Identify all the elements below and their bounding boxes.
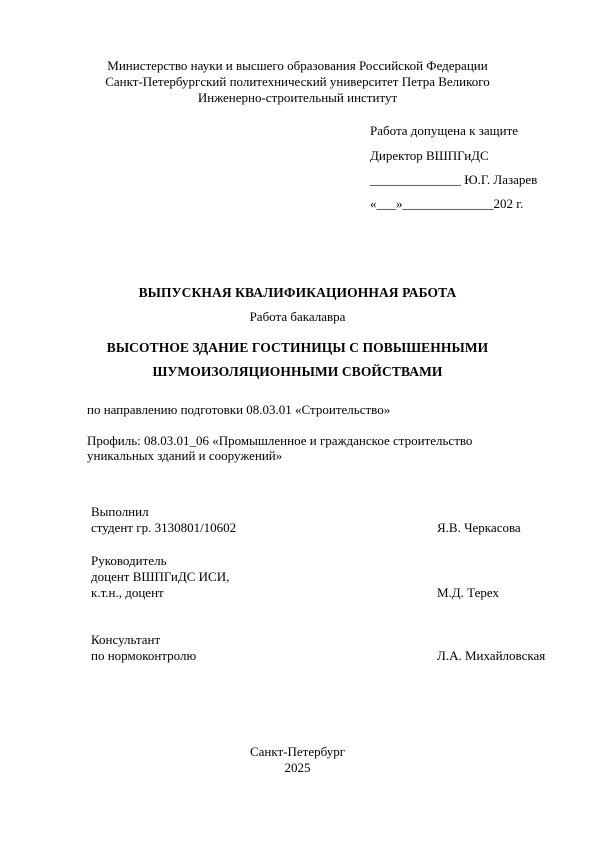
supervisor-label-1: Руководитель <box>91 553 167 568</box>
work-subtype: Работа бакалавра <box>249 309 346 324</box>
consultant-name: Л.А. Михайловская <box>437 648 546 663</box>
approval-date-line: «___»______________202 г. <box>370 196 524 211</box>
footer-city: Санкт-Петербург <box>249 744 346 759</box>
supervisor-label-3: к.т.н., доцент <box>91 585 164 600</box>
approval-signature-line: ______________ Ю.Г. Лазарев <box>370 172 538 187</box>
supervisor-label-2: доцент ВШПГиДС ИСИ, <box>91 569 230 584</box>
profile-line-1: Профиль: 08.03.01_06 «Промышленное и гражданское строительство <box>87 433 473 448</box>
approval-admitted: Работа допущена к защите <box>370 123 519 138</box>
topic-line-2: ШУМОИЗОЛЯЦИОННЫМИ СВОЙСТВАМИ <box>152 364 443 379</box>
author-label-2: студент гр. 3130801/10602 <box>91 520 237 535</box>
profile-line-2: уникальных зданий и сооружений» <box>87 448 283 463</box>
university-line: Санкт-Петербургский политехнический университет Петра Великого <box>105 74 490 89</box>
author-name: Я.В. Черкасова <box>437 520 521 535</box>
topic-line-1: ВЫСОТНОЕ ЗДАНИЕ ГОСТИНИЦЫ С ПОВЫШЕННЫМИ <box>106 340 489 355</box>
approval-director: Директор ВШПГиДС <box>370 148 489 163</box>
footer-year: 2025 <box>284 760 311 775</box>
direction-text: по направлению подготовки 08.03.01 «Строительство» <box>87 402 391 417</box>
supervisor-name: М.Д. Терех <box>437 585 499 600</box>
consultant-label-1: Консультант <box>91 632 161 647</box>
institute-line: Инженерно-строительный институт <box>197 90 398 105</box>
consultant-label-2: по нормоконтролю <box>91 648 197 663</box>
author-label-1: Выполнил <box>91 504 149 519</box>
ministry-line: Министерство науки и высшего образования Российской Федерации <box>107 58 488 73</box>
work-type-title: ВЫПУСКНАЯ КВАЛИФИКАЦИОННАЯ РАБОТА <box>138 285 457 300</box>
